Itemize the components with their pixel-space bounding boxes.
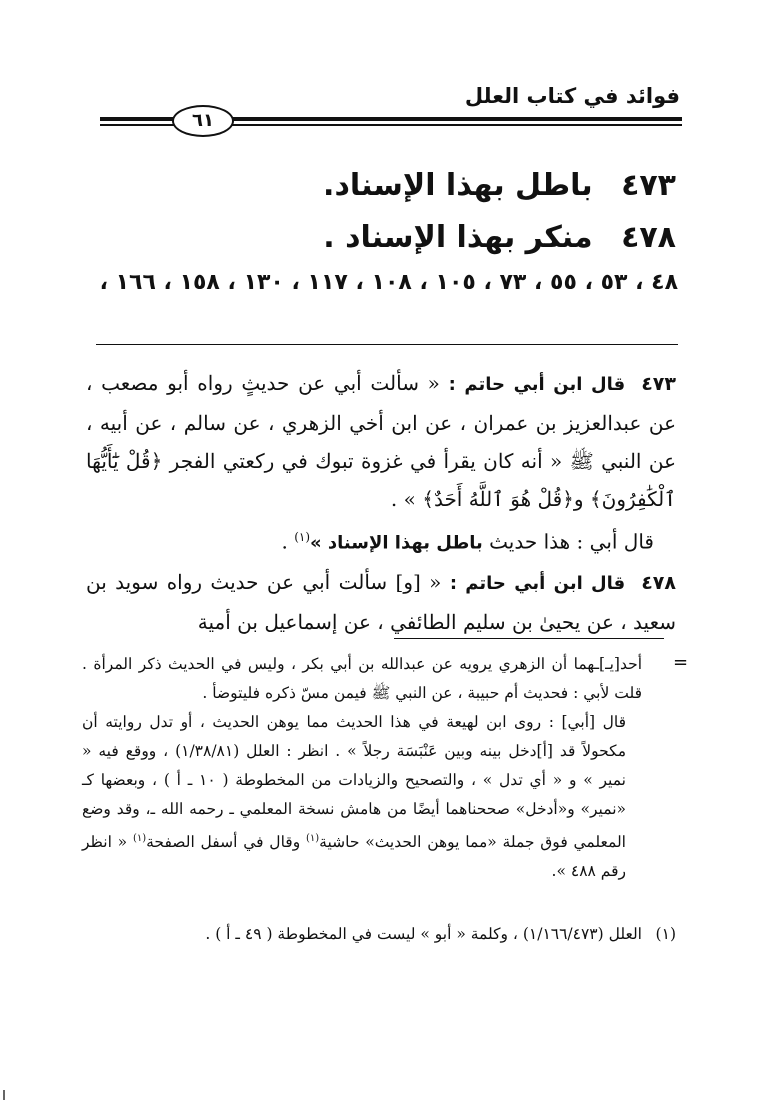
footnote-para-2-mid: وقال في أسفل الصفحة — [146, 833, 306, 852]
entry-473-verdict-bold: باطل بهذا الإسناد » — [310, 532, 483, 554]
header-rule — [232, 117, 682, 121]
header-rule-thin — [232, 124, 682, 126]
footnote-continuation-mark: = — [673, 652, 689, 673]
summary-line-473 — [323, 168, 676, 203]
entry-473 — [86, 364, 676, 518]
running-header-title: فوائد في كتاب العلل — [464, 84, 680, 108]
footnote-para-2-sup-2: (١) — [132, 833, 147, 844]
entry-478-text: « [و] سألت أبي عن حديث رواه سويد بن سعيد ، عن يحيىٰ بن سليم الطائفي ، عن إسماعيل بن أمية — [86, 569, 676, 634]
entry-478-label: قال ابن أبي حاتم : — [449, 572, 626, 594]
entry-478-number: ٤٧٨ — [641, 571, 676, 594]
entry-473-verdict-post: . — [281, 529, 295, 554]
summary-line-478-number: ٤٧٨ — [621, 220, 676, 255]
summary-line-473-text: باطل بهذا الإسناد. — [323, 168, 593, 203]
footnote-para-2-post: « انظر رقم ٤٨٨ ». — [82, 833, 626, 881]
header-rule-left-thin — [100, 124, 174, 126]
footnote-divider — [394, 638, 664, 639]
main-text — [86, 364, 676, 641]
footnote-1-label: (١) — [655, 925, 676, 943]
header-rule-left — [100, 117, 174, 121]
footnote-1-text: العلل (١/١٦٦/٤٧٣) ، وكلمة « أبو » ليست في المخطوطة ( ٤٩ ـ أ ) . — [205, 925, 642, 943]
footnote-continued-para-1: أحد[يـ]ـهما أن الزهري يرويه عن عبدالله بن أبي بكر ، وليس في الحديث ذكر المرأة . قلت لأبي : فحديث أم حبيبة ، عن النبي ﷺ فيمن مسّ ذكره فليتوضأ . — [82, 655, 642, 702]
footnote-ref-1: (١) — [294, 530, 311, 544]
entry-473-text: « سألت أبي عن حديثٍ رواه أبو مصعب ، عن عبدالعزيز بن عمران ، عن ابن أخي الزهري ، عن سالم ، عن أبيه ، عن النبي ﷺ « أنه كان يقرأ في غزوة تبوك في ركعتي الفجر ﴿قُلْ يَٰٓأَيُّهَا ٱلْكَٰفِرُونَ﴾ و﴿قُلْ هُوَ ٱللَّهُ أَحَدٌ﴾ » . — [86, 371, 676, 511]
footnote-continued-para-2 — [82, 708, 642, 886]
section-divider — [96, 344, 678, 345]
entry-478 — [86, 563, 676, 641]
footnote-para-2-sup-1: (١) — [305, 833, 320, 844]
entry-473-number: ٤٧٣ — [641, 373, 676, 395]
footnotes-block — [82, 650, 642, 886]
summary-line-478-text: منكر بهذا الإسناد . — [323, 220, 593, 255]
scan-edge-mark — [3, 1090, 5, 1100]
entry-473-verdict — [86, 518, 676, 563]
entry-473-verdict-pre: قال أبي : هذا حديث — [489, 529, 654, 554]
footnote-para-2-text: قال [أبي] : روى ابن لهيعة في هذا الحديث مما يوهن الحديث ، أو تدل روايته أن مكحولاً قد [أ]دخل بينه وبين عَنْبَسَة رجلاً » . انظر : العلل (١/٣٨/٨١) ، ووقع فيه « نمير » و « أي تدل » ، والتصحيح والزيادات من المخطوطة ( ١٠ ـ أ ) ، وبعضها كـ «نمير» و«أدخل» صححناهما أيضًا من هامش نسخة المعلمي ـ رحمه الله ـ، وقد وضع المعلمي فوق جملة «مما يوهن الحديث» حاشية — [82, 713, 626, 852]
entry-473-label: قال ابن أبي حاتم : — [448, 374, 626, 395]
summary-line-473-number: ٤٧٣ — [621, 168, 676, 203]
reference-numbers-list: ٤٨ ، ٥٣ ، ٥٥ ، ٧٣ ، ١٠٥ ، ١٠٨ ، ١١٧ ، ١٣٠ ، ١٥٨ ، ١٦٦ ، — [99, 270, 678, 295]
page-number: ٦١ — [172, 105, 234, 137]
summary-line-478 — [323, 220, 676, 255]
